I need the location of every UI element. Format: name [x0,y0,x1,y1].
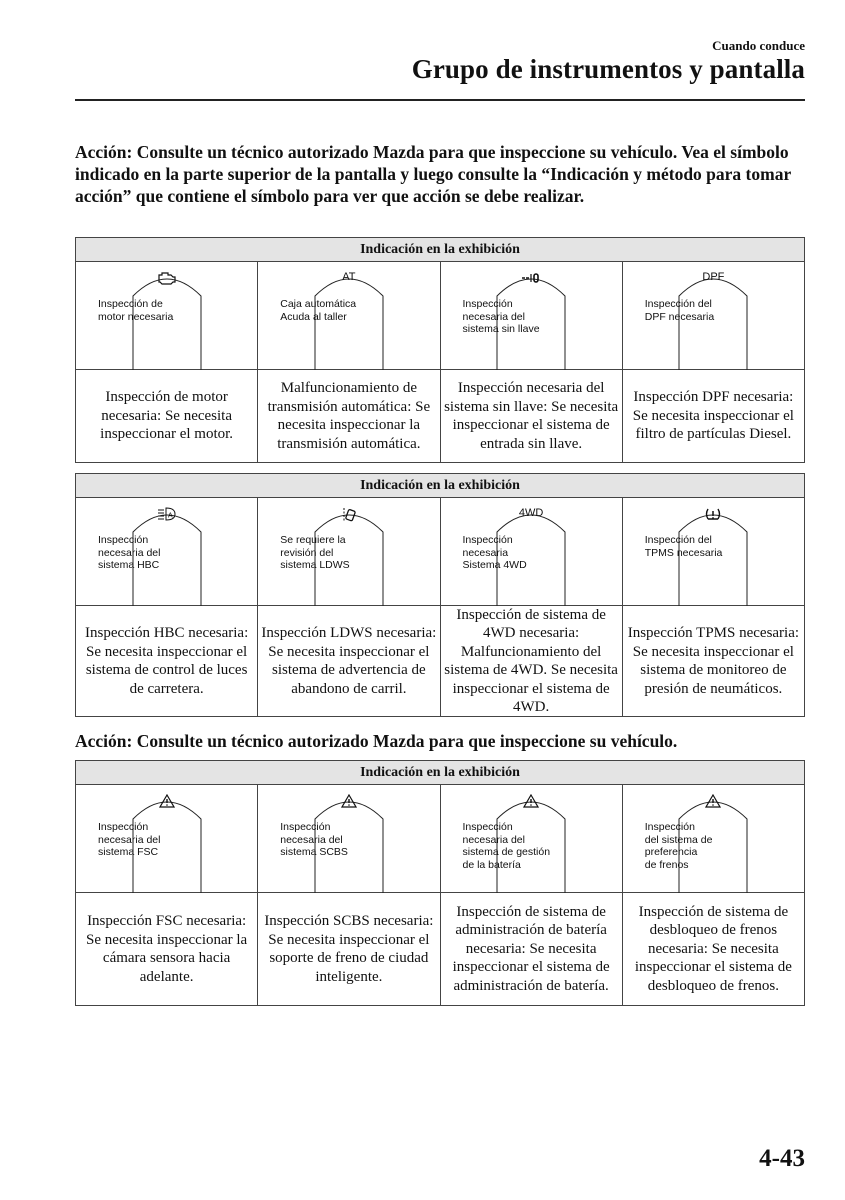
description-cell: Inspección de motor necesaria: Se necesita inspeccionar el motor. [76,370,258,462]
display-line: Inspección [280,821,331,833]
page-number: 4-43 [759,1145,805,1172]
display-line: del sistema de [644,833,713,846]
display-line: Inspección [462,534,513,546]
description-cell: Inspección TPMS necesaria: Se necesita inspeccionar el sistema de monitoreo de presión de neumáticos. [627,625,800,697]
display-cell [441,498,623,606]
display-message [280,298,425,323]
warning-icon [623,794,804,810]
section-label: Cuando conduce [712,38,805,53]
svg-text:A: A [167,512,173,520]
display-line: Inspección de [98,298,163,310]
description-cell: Inspección FSC necesaria: Se necesita inspeccionar la cámara sensora hacia adelante. [76,893,258,1005]
display-line: necesaria del [280,833,343,846]
display-line: de la batería [462,858,521,871]
display-line: Caja automática [280,298,357,310]
at-icon: AT [342,271,356,283]
display-line: Inspección [98,534,149,546]
display-message [645,534,790,559]
table-header: Indicación en la exhibición [76,474,804,498]
table-header: Indicación en la exhibición [76,761,804,785]
display-row [76,262,804,370]
dpf-icon: DPF [702,271,725,283]
action-heading: Acción: Consulte un técnico autorizado Mazda para que inspeccione su vehículo. [75,731,678,751]
display-line: DPF necesaria [644,310,715,323]
display-line: necesaria [462,546,509,559]
warning-icon [441,794,622,810]
display-line: sistema HBC [98,559,160,571]
display-line: sistema LDWS [280,559,350,571]
description-cell: Inspección de sistema de desbloqueo de frenos necesaria: Se necesita inspeccionar el sistema de desbloqueo de frenos. [634,903,792,994]
description-cell: Inspección de sistema de administración de batería necesaria: Se necesita inspeccionar el sistema de administración de batería. [441,893,623,1005]
display-cell [623,498,804,606]
display-cell [76,785,258,893]
display-message [98,821,243,859]
ldws-icon [258,507,439,523]
display-cell [258,262,440,370]
display-line: Sistema 4WD [462,559,527,571]
tpms-icon [623,507,804,523]
key-icon [441,271,622,287]
display-line: necesaria del [462,310,525,323]
display-line: de frenos [644,858,689,871]
display-message [645,821,790,871]
display-line: Inspección [462,821,513,833]
display-message [280,534,425,572]
display-line: sistema de gestión [462,846,551,858]
indicator-table-2 [75,473,805,717]
description-cell: Inspección LDWS necesaria: Se necesita inspeccionar el sistema de advertencia de abandono de carril. [258,606,440,716]
display-cell [441,262,623,370]
table-header: Indicación en la exhibición [76,238,804,262]
description-row [76,893,804,1005]
display-cell [76,498,258,606]
display-line: Inspección [644,821,695,833]
display-message [463,534,608,572]
display-line: Inspección del [644,534,712,546]
display-line: necesaria del [98,546,161,559]
description-row [76,606,804,716]
description-cell: Inspección DPF necesaria: Se necesita inspeccionar el filtro de partículas Diesel. [632,389,794,443]
display-cell [258,785,440,893]
description-cell: Malfuncionamiento de transmisión automática: Se necesita inspeccionar la transmisión automática. [258,370,440,462]
engine-icon [76,271,257,287]
display-line: Inspección [462,298,513,310]
warning-icon [258,794,439,810]
4wd-icon: 4WD [518,507,544,519]
display-line: motor necesaria [98,310,174,323]
display-row [76,498,804,606]
indicator-table-3 [75,760,805,1006]
display-line: necesaria del [98,833,161,846]
display-message [463,821,608,871]
display-cell [258,498,440,606]
description-cell: Inspección de sistema de 4WD necesaria: Malfuncionamiento del sistema de 4WD. Se necesita inspeccionar el sistema de 4WD. [441,606,623,716]
display-message [463,298,608,336]
display-line: Se requiere la [280,534,346,546]
display-cell [623,262,804,370]
display-line: necesaria del [462,833,525,846]
display-line: sistema SCBS [280,846,348,858]
display-line: sistema sin llave [462,323,540,335]
hbc-icon [76,507,257,523]
display-message [280,821,425,859]
display-message [98,298,243,323]
description-cell: Inspección necesaria del sistema sin llave: Se necesita inspeccionar el sistema de entrada sin llave. [441,370,623,462]
description-cell: Inspección HBC necesaria: Se necesita inspeccionar el sistema de control de luces de carretera. [76,606,258,716]
display-message [645,298,790,323]
intro-paragraph: Acción: Consulte un técnico autorizado Mazda para que inspeccione su vehículo. Vea el símbolo indicado en la parte superior de la pantalla y luego consulte la “Indicación y método para tomar acción” que contiene el símbolo para ver que acción se debe realizar. [75,142,791,206]
display-cell [441,785,623,893]
display-message [98,534,243,572]
display-line: TPMS necesaria [644,546,723,559]
indicator-table-1 [75,237,805,463]
display-line: sistema FSC [98,846,159,858]
warning-icon [76,794,257,810]
title-rule [75,99,805,101]
display-cell [623,785,804,893]
page-title: Grupo de instrumentos y pantalla [411,54,805,84]
description-row [76,370,804,462]
display-line: revisión del [280,546,334,559]
display-row [76,785,804,893]
display-line: Inspección del [644,298,712,310]
display-line: preferencia [644,846,698,858]
display-line: Acuda al taller [280,310,347,323]
display-cell [76,262,258,370]
display-line: Inspección [98,821,149,833]
description-cell: Inspección SCBS necesaria: Se necesita inspeccionar el soporte de freno de ciudad inteligente. [258,893,440,1005]
